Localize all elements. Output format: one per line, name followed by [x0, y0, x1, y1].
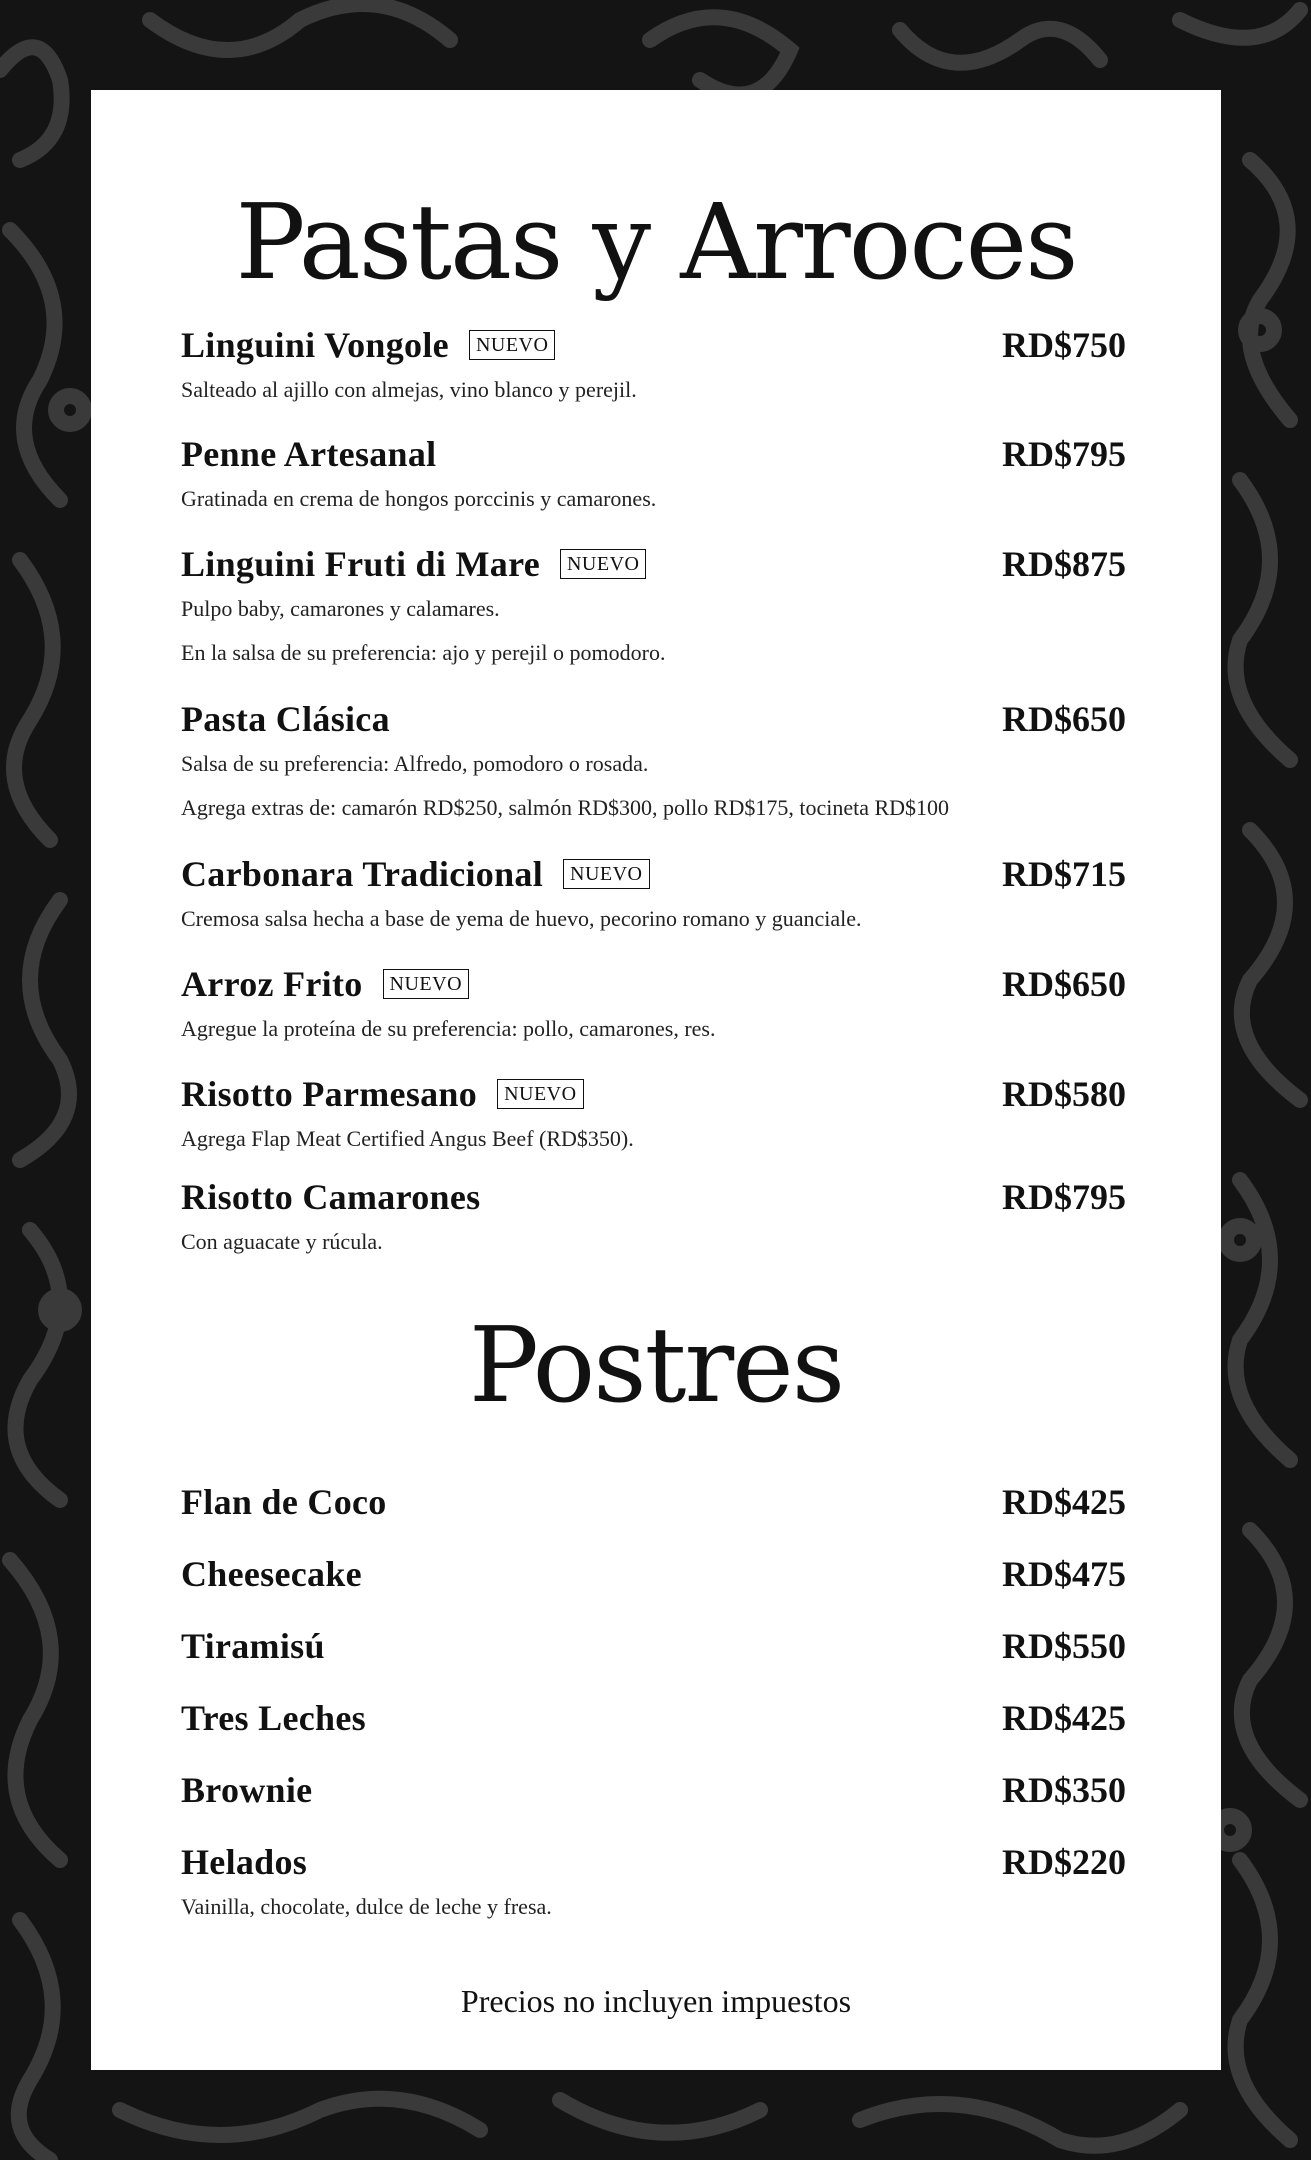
new-badge: NUEVO: [560, 549, 647, 579]
item-name: Tiramisú: [181, 1626, 325, 1666]
menu-item: [181, 1480, 1126, 1524]
item-price: RD$580: [1002, 1074, 1126, 1114]
item-price: RD$425: [1002, 1698, 1126, 1738]
item-description: Pulpo baby, camarones y calamares.: [181, 596, 500, 621]
item-price: RD$650: [1002, 699, 1126, 739]
new-badge: NUEVO: [563, 859, 650, 889]
tax-disclaimer: Precios no incluyen impuestos: [460, 1983, 852, 2019]
item-name: Helados: [181, 1842, 308, 1882]
item-description: Vainilla, chocolate, dulce de leche y fresa.: [181, 1894, 552, 1919]
item-name: Penne Artesanal: [181, 434, 437, 474]
item-price: RD$550: [1002, 1626, 1126, 1666]
section-title-pastas: Pastas y Arroces: [235, 181, 1077, 303]
menu-item: [181, 542, 1126, 668]
menu-item: [181, 1175, 1126, 1257]
section-title-postres: Postres: [468, 1304, 844, 1426]
item-name: Risotto Parmesano NUEVO: [181, 1072, 584, 1116]
menu-item: [181, 323, 1126, 405]
item-name: Linguini Fruti di Mare NUEVO: [181, 542, 646, 586]
item-name: Pasta Clásica: [181, 699, 390, 739]
item-price: RD$220: [1002, 1842, 1126, 1882]
item-price: RD$425: [1002, 1482, 1126, 1522]
menu-item: [181, 1696, 1126, 1740]
menu-item: [181, 697, 1126, 823]
item-price: RD$875: [1002, 544, 1126, 584]
item-description: Agrega extras de: camarón RD$250, salmón RD$300, pollo RD$175, tocineta RD$100: [181, 795, 950, 820]
item-price: RD$795: [1002, 434, 1126, 474]
menu-item: [181, 1552, 1126, 1596]
item-name: Arroz Frito NUEVO: [181, 962, 469, 1006]
item-description: Salsa de su preferencia: Alfredo, pomodoro o rosada.: [181, 751, 649, 776]
new-badge: NUEVO: [497, 1079, 584, 1109]
item-price: RD$750: [1002, 325, 1126, 365]
menu-item: [181, 1840, 1126, 1922]
new-badge: NUEVO: [469, 330, 556, 360]
item-name: Flan de Coco: [181, 1482, 387, 1522]
menu-item: [181, 1624, 1126, 1668]
menu-item: [181, 962, 1126, 1044]
item-description: En la salsa de su preferencia: ajo y perejil o pomodoro.: [181, 640, 666, 665]
menu-item: [181, 1768, 1126, 1812]
menu-card: [91, 90, 1221, 2070]
new-badge: NUEVO: [383, 969, 470, 999]
item-name: Tres Leches: [181, 1698, 366, 1738]
item-description: Gratinada en crema de hongos porccinis y camarones.: [181, 486, 657, 511]
menu-item: [181, 432, 1126, 514]
menu-item: [181, 852, 1126, 934]
item-description: Salteado al ajillo con almejas, vino blanco y perejil.: [181, 377, 637, 402]
menu-item: [181, 1072, 1126, 1154]
item-name: Risotto Camarones: [181, 1177, 481, 1217]
item-description: Con aguacate y rúcula.: [181, 1229, 383, 1254]
item-price: RD$715: [1002, 854, 1126, 894]
item-price: RD$475: [1002, 1554, 1126, 1594]
item-name: Linguini Vongole NUEVO: [181, 323, 555, 367]
item-name: Cheesecake: [181, 1554, 362, 1594]
item-name: Brownie: [181, 1770, 313, 1810]
item-price: RD$795: [1002, 1177, 1126, 1217]
item-description: Agregue la proteína de su preferencia: pollo, camarones, res.: [181, 1016, 716, 1041]
item-price: RD$650: [1002, 964, 1126, 1004]
item-name: Carbonara Tradicional NUEVO: [181, 852, 650, 896]
item-description: Cremosa salsa hecha a base de yema de huevo, pecorino romano y guanciale.: [181, 906, 862, 931]
item-description: Agrega Flap Meat Certified Angus Beef (RD$350).: [181, 1126, 634, 1151]
item-price: RD$350: [1002, 1770, 1126, 1810]
